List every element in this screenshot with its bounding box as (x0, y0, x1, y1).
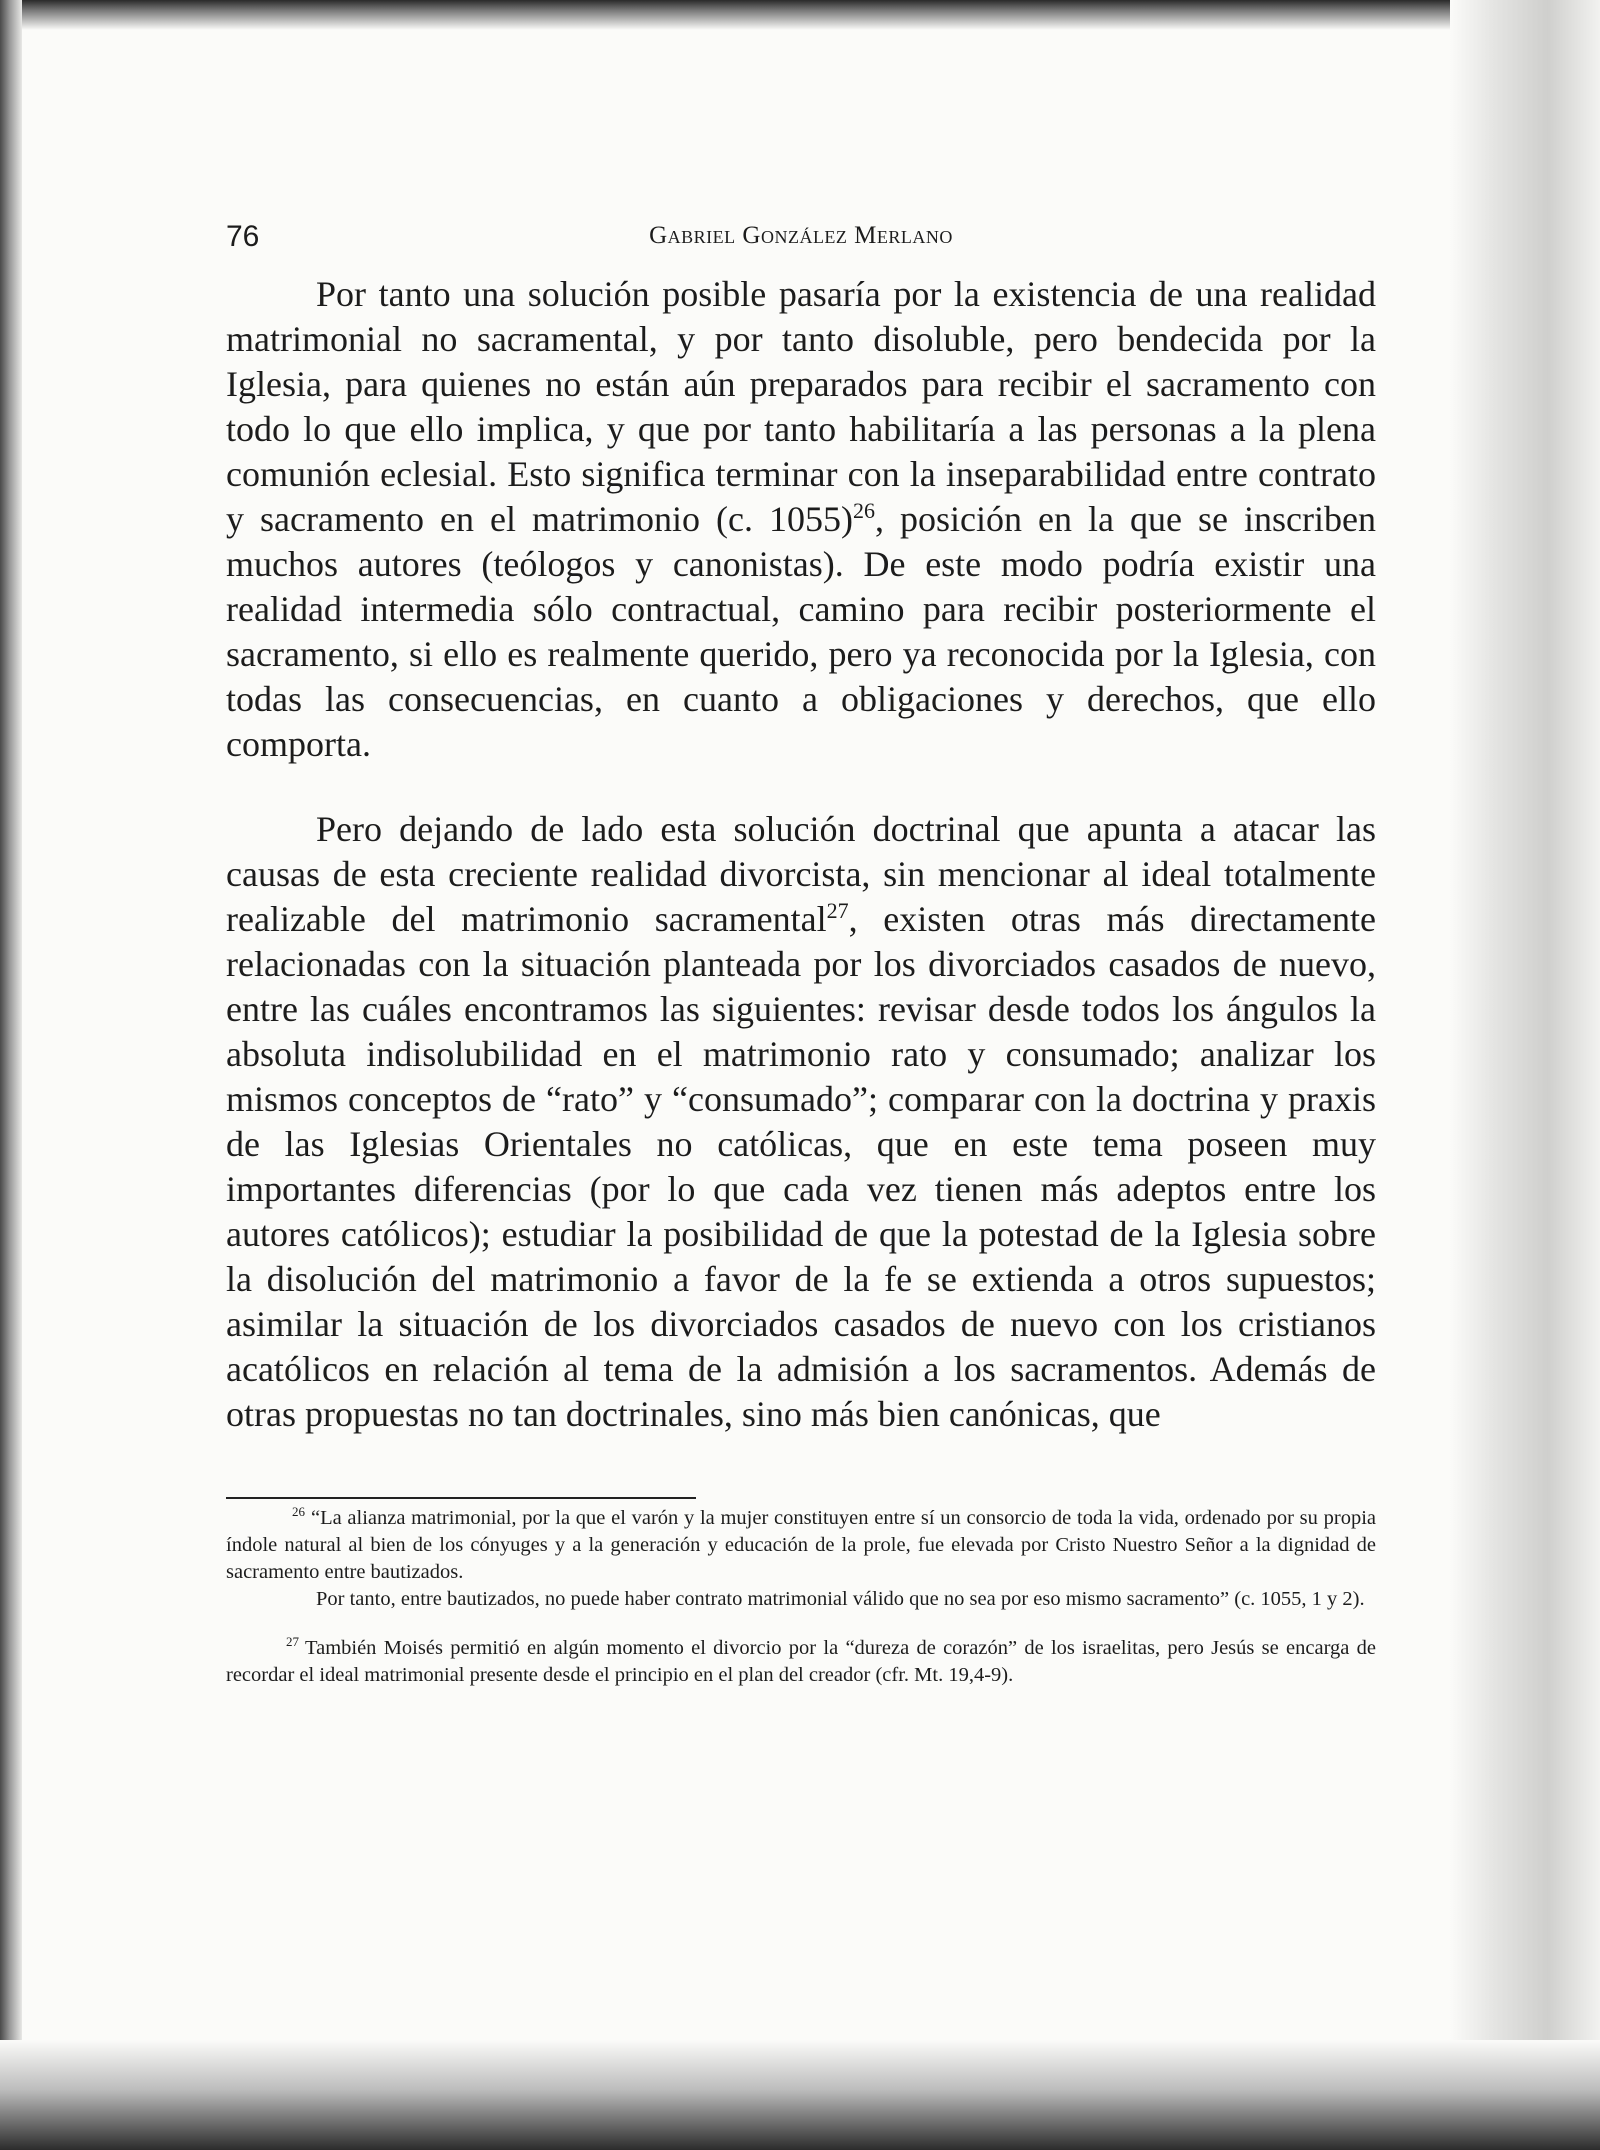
footnote-26-text: “La alianza matrimonial, por la que el varón y la mujer constituyen entre sí un consorcio de toda la vida, ordenado por su propia índole natural al bien de los cónyuges y a la generación y educación de la prole, fue elevada por Cristo Nuestro Señor a la dignidad de sacramento entre bautizados. (226, 1507, 1376, 1583)
scan-shadow-top (0, 0, 1600, 30)
paragraph-2-text-a: Pero dejando de lado esta solución doctrinal que apunta a atacar las causas de esta creciente realidad divorcista, sin mencionar al ideal totalmente realizable del matrimonio sacramental (226, 809, 1376, 939)
scan-shadow-left (0, 0, 22, 2150)
page-number: 76 (226, 220, 260, 253)
footnote-ref-26: 26 (852, 498, 875, 523)
body-paragraph-2 (226, 807, 1376, 1437)
footnote-ref-27: 27 (826, 898, 849, 923)
footnote-27-text: También Moisés permitió en algún momento el divorcio por la “dureza de corazón” de los israelitas, pero Jesús se encarga de recordar el ideal matrimonial presente desde el principio en el plan del creador (cfr. Mt. 19,4-9). (226, 1637, 1376, 1686)
footnote-27 (226, 1635, 1376, 1689)
footnote-27-mark: 27 (286, 1634, 299, 1650)
footnote-separator (226, 1497, 696, 1499)
footnote-26 (226, 1505, 1376, 1586)
running-head: Gabriel González Merlano (649, 222, 953, 249)
book-gutter-shadow (1450, 0, 1600, 2150)
body-paragraph-1 (226, 272, 1376, 767)
scan-shadow-bottom (0, 2040, 1600, 2150)
footnote-26-continuation: Por tanto, entre bautizados, no puede haber contrato matrimonial válido que no sea por eso mismo sacramento” (c. 1055, 1 y 2). (316, 1588, 1365, 1610)
page-header (226, 190, 1376, 260)
paragraph-1-text-a: Por tanto una solución posible pasaría por la existencia de una realidad matrimonial no sacramental, y por tanto disoluble, pero bendecida por la Iglesia, para quienes no están aún preparados para recibir el sacramento con todo lo que ello implica, y que por tanto habilitaría a las personas a la plena comunión eclesial. Esto significa terminar con la inseparabilidad entre contrato y sacramento en el matrimonio (c. 1055) (226, 274, 1376, 539)
paragraph-1-text-b: , posición en la que se inscriben muchos autores (teólogos y canonistas). De este modo podría existir una realidad intermedia sólo contractual, camino para recibir posteriormente el sacramento, si ello es realmente querido, pero ya reconocida por la Iglesia, con todas las consecuencias, en cuanto a obligaciones y derechos, que ello comporta. (226, 499, 1376, 764)
page-content (226, 190, 1376, 1689)
footnote-26-mark: 26 (292, 1504, 305, 1520)
paragraph-2-text-b: , existen otras más directamente relacionadas con la situación planteada por los divorciados casados de nuevo, entre las cuáles encontramos las siguientes: revisar desde todos los ángulos la absoluta indisolubilidad en el matrimonio rato y consumado; analizar los mismos conceptos de “rato” y “consumado”; comparar con la doctrina y praxis de las Iglesias Orientales no católicas, que en este tema poseen muy importantes diferencias (por lo que cada vez tienen más adeptos entre los autores católicos); estudiar la posibilidad de que la potestad de la Iglesia sobre la disolución del matrimonio a favor de la fe se extienda a otros supuestos; asimilar la situación de los divorciados casados de nuevo con los cristianos acatólicos en relación al tema de la admisión a los sacramentos. Además de otras propuestas no tan doctrinales, sino más bien canónicas, que (226, 899, 1376, 1434)
